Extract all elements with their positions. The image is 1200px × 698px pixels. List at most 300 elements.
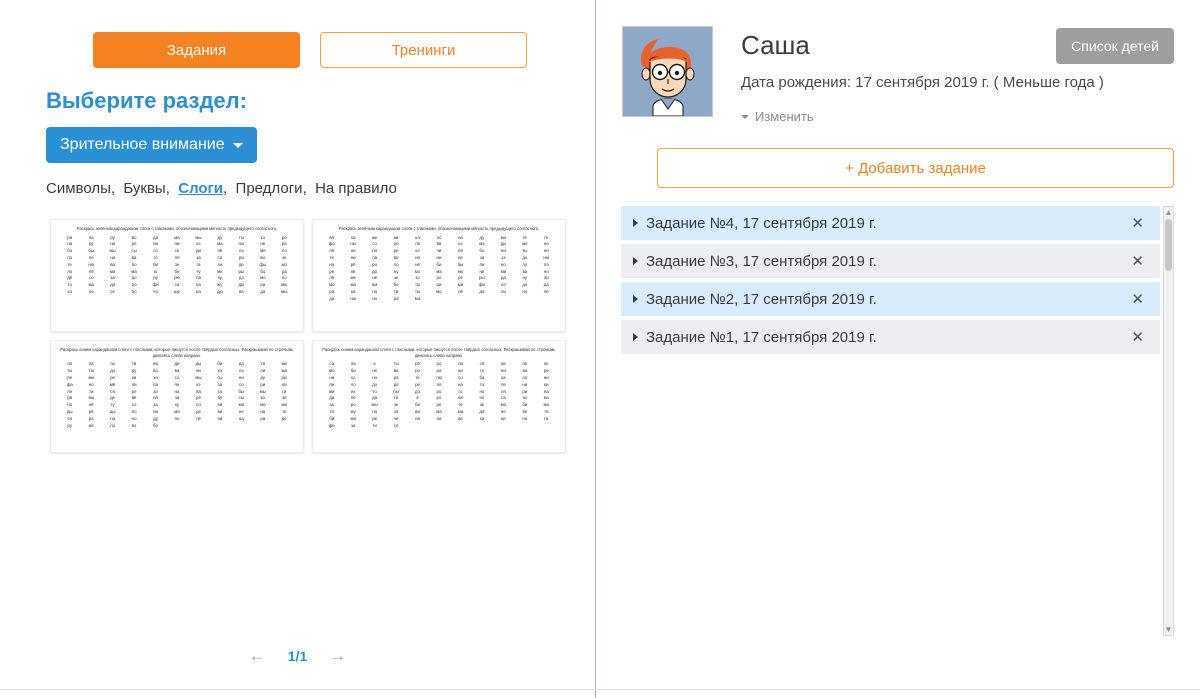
syllable-cell: ле <box>522 361 528 367</box>
syllable-cell: те <box>329 255 334 261</box>
syllable-cell: кэ <box>415 248 420 254</box>
syllable-cell: ня <box>415 255 420 261</box>
subnav-separator: , <box>165 180 179 197</box>
syllable-cell: ло <box>436 234 442 240</box>
syllable-cell: ге <box>544 234 549 240</box>
syllable-cell: ки <box>501 361 506 367</box>
syllable-cell: ни <box>522 381 528 387</box>
syllable-cell: ры <box>238 268 245 274</box>
syllable-cell: ра <box>88 415 94 421</box>
syllable-cell: ро <box>436 361 442 367</box>
syllable-cell: со <box>239 381 244 387</box>
syllable-cell: ту <box>196 268 201 274</box>
subnav-separator: , <box>302 180 316 197</box>
syllable-cell: ю <box>153 268 158 274</box>
syllable-cell: ля <box>329 275 335 281</box>
syllable-cell: чо <box>153 289 158 295</box>
syllable-cell: лю <box>457 395 464 401</box>
syllable-cell: то <box>67 282 72 288</box>
worksheet-title: Раскрась синим карандашом слоги с гласными, которые пишутся после твёрдых согласных. Раскрашивай по строчкам, двигаясь слева направо. <box>322 347 556 358</box>
syllable-cell: ре <box>131 388 137 394</box>
syllable-cell: зе <box>174 261 180 267</box>
syllable-cell: ся <box>67 415 73 421</box>
syllable-cell: ни <box>350 255 356 261</box>
syllable-cell: за <box>153 402 158 408</box>
syllable-cell: мэ <box>543 395 549 401</box>
syllable-cell: ру <box>110 234 115 240</box>
syllable-cell: ма <box>88 282 94 288</box>
worksheet-title: Раскрась синим карандашом слоги с гласными, которые пишутся после твёрдых согласных. Раскрашивай по строчкам, двигаясь слева направо. <box>60 347 294 358</box>
syllable-cell: лё <box>350 395 356 401</box>
syllable-cell: ло <box>88 289 94 295</box>
syllable-cell: ло <box>131 408 137 414</box>
syllable-cell: ни <box>500 248 506 254</box>
children-list-button[interactable] <box>1056 28 1174 64</box>
syllable-cell: до <box>372 268 378 274</box>
syllable-cell: мо <box>328 368 335 374</box>
syllable-cell: зя <box>393 408 399 414</box>
syllable-cell: ма <box>217 241 223 247</box>
syllable-cell: по <box>67 255 73 261</box>
syllable-cell: мю <box>281 282 288 288</box>
syllable-cell: фа <box>66 381 73 387</box>
syllable-cell: мы <box>371 402 378 408</box>
syllable-cell: ся <box>393 422 399 428</box>
syllable-cell: но <box>500 261 506 267</box>
syllable-cell: ря <box>67 395 73 401</box>
syllable-cell: ло <box>393 261 399 267</box>
syllable-cell: ви <box>415 408 420 414</box>
syllable-cell: ся <box>110 388 115 394</box>
syllable-cell: ло <box>67 268 73 274</box>
subnav-item-letters[interactable]: Буквы <box>123 180 166 197</box>
syllable-cell: за <box>217 381 223 387</box>
syllable-cell: ну <box>522 275 528 281</box>
syllable-cell: ва <box>131 255 137 261</box>
syllable-cell: ле <box>67 388 73 394</box>
worksheet-thumbnail[interactable] <box>50 340 304 453</box>
syllable-cell: ва <box>393 368 399 374</box>
syllable-cell: ва <box>522 268 528 274</box>
syllable-cell: ло <box>67 361 73 367</box>
syllable-cell: си <box>239 248 244 254</box>
syllable-cell: ря <box>88 408 94 414</box>
syllable-cell: те <box>393 395 399 401</box>
syllable-cell: ра <box>281 268 287 274</box>
syllable-cell: тя <box>329 408 334 414</box>
syllable-cell: за <box>196 255 201 261</box>
syllable-cell: рю <box>174 275 180 281</box>
syllable-cell: зо <box>522 395 527 401</box>
chevron-down-icon <box>741 115 749 119</box>
syllable-cell: сы <box>131 248 137 254</box>
syllable-cell: ку <box>217 275 222 281</box>
children-list-label: Список детей <box>1071 38 1159 54</box>
prev-page-arrow[interactable]: ← <box>248 646 266 665</box>
syllable-cell: мы <box>259 388 266 394</box>
syllable-cell: фи <box>478 282 485 288</box>
syllable-cell: ню <box>88 261 95 267</box>
syllable-cell: ня <box>458 248 463 254</box>
syllable-cell: ло <box>281 248 287 254</box>
syllable-cell: во <box>153 368 158 374</box>
syllable-cell: за <box>153 388 158 394</box>
syllable-cell: со <box>372 241 377 247</box>
syllable-cell: ни <box>196 368 201 374</box>
syllable-cell: ды <box>66 408 73 414</box>
syllable-cell: ни <box>500 368 506 374</box>
syllable-cell: ми <box>281 361 287 367</box>
chevron-right-icon <box>633 219 638 227</box>
syllable-cell: ню <box>543 255 550 261</box>
syllable-cell: ди <box>195 248 201 254</box>
task-row[interactable] <box>621 282 1160 316</box>
syllable-cell: со <box>131 402 137 408</box>
syllable-cell: чи <box>436 248 442 254</box>
syllable-cell: ба <box>479 374 485 380</box>
syllable-cell: на <box>174 388 180 394</box>
worksheet-title: Раскрась зелёным карандашом слоги с гласными, обозначающими мягкость предыдущего согласного. <box>338 226 540 231</box>
syllable-cell: се <box>174 248 180 254</box>
syllable-cell: ме <box>350 275 356 281</box>
syllable-cell: ли <box>131 381 137 387</box>
syllable-cell: мэ <box>479 241 485 247</box>
task-row[interactable] <box>621 320 1160 354</box>
syllable-cell: ме <box>522 241 528 247</box>
task-row[interactable] <box>621 206 1160 240</box>
syllable-cell: ли <box>543 275 549 281</box>
syllable-cell: ло <box>522 374 528 380</box>
syllable-cell: ле <box>174 381 180 387</box>
syllable-cell: ки <box>131 374 137 380</box>
add-task-button[interactable] <box>657 148 1174 188</box>
syllable-cell: ра <box>329 289 335 295</box>
syllable-cell: мы <box>195 374 202 380</box>
close-icon[interactable]: ✕ <box>1131 329 1144 346</box>
worksheet-thumbnail[interactable] <box>50 219 304 332</box>
syllable-cell: по <box>174 415 180 421</box>
syllable-cell: ре <box>415 381 420 387</box>
task-label: Задание №4, 17 сентября 2019 г. <box>646 214 877 232</box>
syllable-cell: за <box>350 422 356 428</box>
syllable-cell: ты <box>110 361 116 367</box>
syllable-cell: бо <box>479 248 485 254</box>
syllable-cell: ды <box>109 408 116 414</box>
worksheet-thumbnail[interactable] <box>312 340 566 453</box>
syllable-cell: ра <box>260 282 266 288</box>
syllable-cell: би <box>217 361 223 367</box>
syllable-cell: ни <box>153 241 158 247</box>
syllable-cell: мё <box>109 381 116 387</box>
syllable-cell: да <box>372 395 378 401</box>
child-dob: Дата рождения: 17 сентября 2019 г. ( Меньше года ) <box>741 74 1104 91</box>
scrollbar-thumb[interactable] <box>1165 219 1172 271</box>
syllable-cell: на <box>196 289 201 295</box>
syllable-cell: до <box>110 368 116 374</box>
syllable-cell: ти <box>393 289 399 295</box>
syllable-cell: ру <box>67 422 73 428</box>
syllable-cell: да <box>329 295 335 301</box>
syllable-cell: кэ <box>196 381 201 387</box>
syllable-cell: те <box>479 368 485 374</box>
syllable-cell: са <box>501 395 506 401</box>
right-pane <box>596 0 1199 698</box>
syllable-cell: лё <box>88 268 94 274</box>
bottom-divider <box>0 689 1200 690</box>
syllable-cell: ре <box>67 374 73 380</box>
syllable-cell: мо <box>500 234 507 240</box>
syllable-cell: ма <box>436 268 442 274</box>
next-page-arrow[interactable]: → <box>329 646 347 665</box>
syllable-cell: но <box>543 241 549 247</box>
syllable-cell: зэ <box>415 275 420 281</box>
syllable-cell: не <box>238 408 244 414</box>
syllable-cell: де <box>238 261 244 267</box>
syllable-cell: ри <box>436 282 442 288</box>
syllable-cell: ри <box>238 255 244 261</box>
syllable-cell: лё <box>543 289 549 295</box>
syllable-cell: за <box>110 275 115 281</box>
syllable-cell: ви <box>217 402 223 408</box>
syllable-cell: мя <box>260 248 266 254</box>
syllable-cell: ла <box>195 275 201 281</box>
syllable-cell: вэ <box>131 422 137 428</box>
syllable-cell: до <box>372 381 378 387</box>
syllable-cell: со <box>88 275 94 281</box>
syllable-cell: ни <box>329 374 335 380</box>
syllable-cell: зэ <box>501 255 506 261</box>
syllable-cell: со <box>174 374 180 380</box>
scroll-down-arrow[interactable]: ▼ <box>1164 625 1173 634</box>
subnav-item-prepositions[interactable]: Предлоги <box>235 180 303 197</box>
syllable-cell: ма <box>281 368 287 374</box>
syllable-cell: са <box>174 282 180 288</box>
syllable-cell: дю <box>216 289 223 295</box>
syllable-cell: ты <box>393 361 399 367</box>
syllable-cell: ля <box>500 388 506 394</box>
child-info <box>741 26 1104 124</box>
syllable-cell: ве <box>458 415 463 421</box>
syllable-cell: ва <box>110 261 115 267</box>
syllable-cell: ли <box>260 368 266 374</box>
syllable-cell: ки <box>393 234 399 240</box>
syllable-cell: но <box>543 268 549 274</box>
syllable-cell: ми <box>88 374 94 380</box>
syllable-cell: на <box>196 282 201 288</box>
syllable-cell: да <box>110 282 116 288</box>
syllable-cell: ду <box>153 415 158 421</box>
syllable-cell: го <box>458 388 463 394</box>
syllable-cell: хо <box>350 374 356 380</box>
worksheet-thumbnail[interactable] <box>312 219 566 332</box>
syllable-cell: те <box>282 408 287 414</box>
syllable-cell: дё <box>67 275 73 281</box>
pagination <box>0 646 595 666</box>
syllable-cell: тя <box>544 408 549 414</box>
syllable-cell: ре <box>196 395 201 401</box>
syllable-cell: бо <box>260 268 266 274</box>
subnav-item-symbols[interactable]: Символы <box>46 180 111 197</box>
syllable-cell: ли <box>217 261 223 267</box>
syllable-cell: на <box>543 388 549 394</box>
syllable-cell: ро <box>350 402 356 408</box>
category-dropdown[interactable] <box>46 127 257 163</box>
syllable-cell: па <box>436 415 442 421</box>
syllable-cell: ню <box>259 402 266 408</box>
tab-tasks[interactable] <box>93 32 300 68</box>
syllable-cell: би <box>153 261 159 267</box>
task-list-scrollbar[interactable] <box>1163 206 1174 636</box>
syllable-cell: ре <box>436 402 442 408</box>
syllable-cell: фы <box>259 261 267 267</box>
worksheet-syllable-grid <box>59 362 295 428</box>
syllable-cell: фо <box>328 241 335 247</box>
syllable-cell: ще <box>173 289 180 295</box>
syllable-cell: си <box>239 368 244 374</box>
syllable-cell: мо <box>281 261 287 267</box>
syllable-cell: за <box>479 255 485 261</box>
syllable-cell: бо <box>131 261 137 267</box>
syllable-cell: ру <box>260 374 266 380</box>
syllable-cell: ре <box>372 415 378 421</box>
syllable-cell: ка <box>501 374 506 380</box>
syllable-cell: ты <box>414 282 421 288</box>
syllable-cell: на <box>110 415 116 421</box>
syllable-cell: ту <box>110 402 115 408</box>
syllable-cell: ру <box>131 368 137 374</box>
worksheet-syllable-grid <box>321 362 557 428</box>
syllable-cell: но <box>88 381 94 387</box>
close-icon[interactable]: ✕ <box>1131 215 1144 232</box>
syllable-cell: мо <box>414 268 421 274</box>
close-icon[interactable]: ✕ <box>1131 291 1144 308</box>
subnav-item-rule[interactable]: На правило <box>315 180 397 197</box>
add-task-label: + Добавить задание <box>845 159 986 177</box>
syllable-cell: кэ <box>196 241 201 247</box>
syllable-cell: бу <box>217 395 223 401</box>
syllable-cell: лё <box>195 415 201 421</box>
syllable-cell: ри <box>522 388 528 394</box>
syllable-cell: на <box>260 408 266 414</box>
syllable-cell: му <box>350 408 356 414</box>
syllable-cell: де <box>281 415 287 421</box>
syllable-cell: па <box>153 381 158 387</box>
syllable-cell: ли <box>281 381 287 387</box>
syllable-cell: ля <box>415 241 421 247</box>
syllable-cell: па <box>88 234 94 240</box>
syllable-cell: ло <box>110 422 116 428</box>
syllable-cell: но <box>281 275 287 281</box>
syllable-cell: на <box>238 415 244 421</box>
main-tabs <box>0 0 595 68</box>
syllable-cell: ло <box>372 289 378 295</box>
syllable-cell: фе <box>328 422 335 428</box>
syllable-cell: ро <box>436 388 442 394</box>
syllable-cell: те <box>458 402 463 408</box>
syllable-cell: ва <box>436 241 442 247</box>
syllable-cell: рё <box>415 361 420 367</box>
child-header <box>596 0 1199 124</box>
syllable-cell: ты <box>522 248 528 254</box>
syllable-cell: ля <box>436 381 442 387</box>
syllable-cell: да <box>329 395 335 401</box>
syllable-cell: ро <box>393 241 399 247</box>
edit-child-link[interactable] <box>741 109 814 124</box>
syllable-cell: ям <box>371 282 378 288</box>
syllable-cell: дя <box>479 408 485 414</box>
syllable-cell: е <box>373 361 376 367</box>
tab-tasks-label: Задания <box>166 41 227 59</box>
syllable-cell: ти <box>131 361 137 367</box>
avatar[interactable] <box>622 26 713 117</box>
subnav-separator: , <box>223 180 236 197</box>
syllable-cell: па <box>350 234 356 240</box>
syllable-cell: мы <box>195 234 202 240</box>
syllable-cell: бы <box>238 388 245 394</box>
syllable-cell: на <box>458 234 463 240</box>
syllable-cell: не <box>260 241 266 247</box>
syllable-cell: ло <box>350 381 356 387</box>
category-dropdown-label: Зрительное внимание <box>60 136 225 153</box>
syllable-cell: мя <box>350 415 356 421</box>
syllable-cell: не <box>479 268 485 274</box>
syllable-cell: за <box>174 395 180 401</box>
syllable-cell: зе <box>479 402 485 408</box>
syllable-cell: со <box>458 374 463 380</box>
syllable-cell: но <box>372 374 378 380</box>
syllable-cell: из <box>350 388 356 394</box>
syllable-cell: со <box>501 282 506 288</box>
syllable-cell: би <box>522 402 528 408</box>
syllable-cell: лу <box>522 261 528 267</box>
syllable-cell: но <box>372 295 378 301</box>
syllable-cell: ми <box>88 395 94 401</box>
section-title: Выберите раздел: <box>46 88 247 113</box>
scroll-up-arrow[interactable]: ▲ <box>1164 208 1173 217</box>
syllable-cell: ре <box>543 368 549 374</box>
syllable-cell: то <box>372 388 377 394</box>
syllable-cell: ся <box>479 361 485 367</box>
syllable-cell: ны <box>238 241 245 247</box>
syllable-cell: ги <box>282 388 287 394</box>
tab-trainings[interactable] <box>320 32 527 68</box>
syllable-cell: мо <box>436 289 442 295</box>
syllable-cell: да <box>260 289 266 295</box>
syllable-cell: ню <box>457 268 464 274</box>
syllable-cell: хо <box>153 374 158 380</box>
task-row[interactable] <box>621 244 1160 278</box>
syllable-cell: на <box>110 255 116 261</box>
syllable-cell: те <box>415 374 420 380</box>
subnav-item-syllables[interactable]: Слоги <box>178 180 224 197</box>
syllable-cell: да <box>543 282 549 288</box>
syllable-cell: ке <box>458 241 463 247</box>
syllable-cell: ра <box>260 415 266 421</box>
close-icon[interactable]: ✕ <box>1131 253 1144 270</box>
syllable-cell: ди <box>174 361 180 367</box>
syllable-cell: ли <box>479 261 485 267</box>
syllable-cell: ни <box>153 408 158 414</box>
syllable-cell: ри <box>260 381 266 387</box>
syllable-cell: е <box>416 395 419 401</box>
syllable-cell: жу <box>217 282 223 288</box>
syllable-cell: но <box>522 415 528 421</box>
syllable-cell: но <box>522 289 528 295</box>
syllable-cell: ро <box>281 234 287 240</box>
syllable-cell: вя <box>329 234 335 240</box>
syllable-cell: во <box>131 234 137 240</box>
syllable-cell: зе <box>393 275 399 281</box>
